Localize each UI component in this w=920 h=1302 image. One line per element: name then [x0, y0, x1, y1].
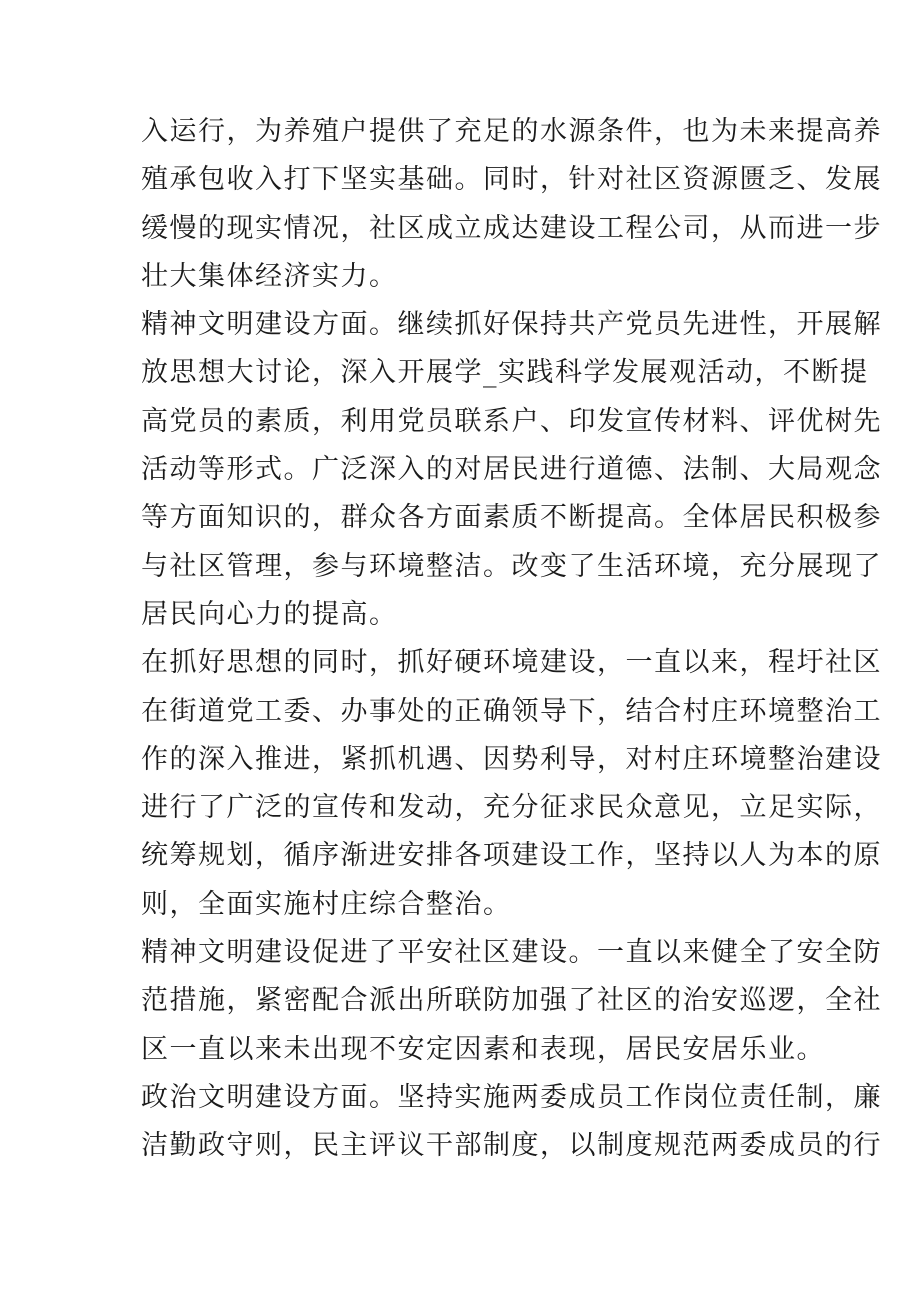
text-line: 在街道党工委、办事处的正确领导下，结合村庄环境整治工: [141, 695, 882, 727]
text-line: 入运行，为养殖户提供了充足的水源条件，也为未来提高养: [141, 116, 882, 147]
text-line: 居民向心力的提高。: [141, 598, 398, 630]
text-line: 放思想大讨论，深入开展学_实践科学发展观活动，不断提: [141, 357, 869, 389]
text-line: 高党员的素质，利用党员联系户、印发宣传材料、评优树先: [141, 405, 882, 437]
text-line: 精神文明建设方面。继续抓好保持共产党员先进性，开展解: [141, 309, 882, 341]
text-line: 壮大集体经济实力。: [141, 260, 398, 292]
text-line: 殖承包收入打下坚实基础。同时，针对社区资源匮乏、发展: [141, 164, 882, 196]
text-line: 则，全面实施村庄综合整治。: [141, 888, 512, 920]
text-line: 缓慢的现实情况，社区成立成达建设工程公司，从而进一步: [141, 212, 882, 244]
document-body: [141, 108, 882, 1171]
text-line: 进行了广泛的宣传和发动，充分征求民众意见，立足实际，: [141, 792, 882, 824]
text-line: 作的深入推进，紧抓机遇、因势利导，对村庄环境整治建设: [141, 743, 882, 775]
text-line: 等方面知识的，群众各方面素质不断提高。全体居民积极参: [141, 502, 882, 534]
text-line: 区一直以来未出现不安定因素和表现，居民安居乐业。: [141, 1033, 825, 1065]
text-line: 洁勤政守则，民主评议干部制度，以制度规范两委成员的行: [141, 1130, 882, 1162]
text-line: 活动等形式。广泛深入的对居民进行道德、法制、大局观念: [141, 454, 882, 486]
text-line: 统筹规划，循序渐进安排各项建设工作，坚持以人为本的原: [141, 840, 882, 872]
text-line: 政治文明建设方面。坚持实施两委成员工作岗位责任制，廉: [141, 1081, 882, 1113]
text-line: 在抓好思想的同时，抓好硬环境建设，一直以来，程圩社区: [141, 647, 882, 679]
text-line: 与社区管理，参与环境整洁。改变了生活环境，充分展现了: [141, 550, 882, 582]
text-line: 范措施，紧密配合派出所联防加强了社区的治安巡逻，全社: [141, 985, 882, 1017]
text-line: 精神文明建设促进了平安社区建设。一直以来健全了安全防: [141, 937, 882, 969]
